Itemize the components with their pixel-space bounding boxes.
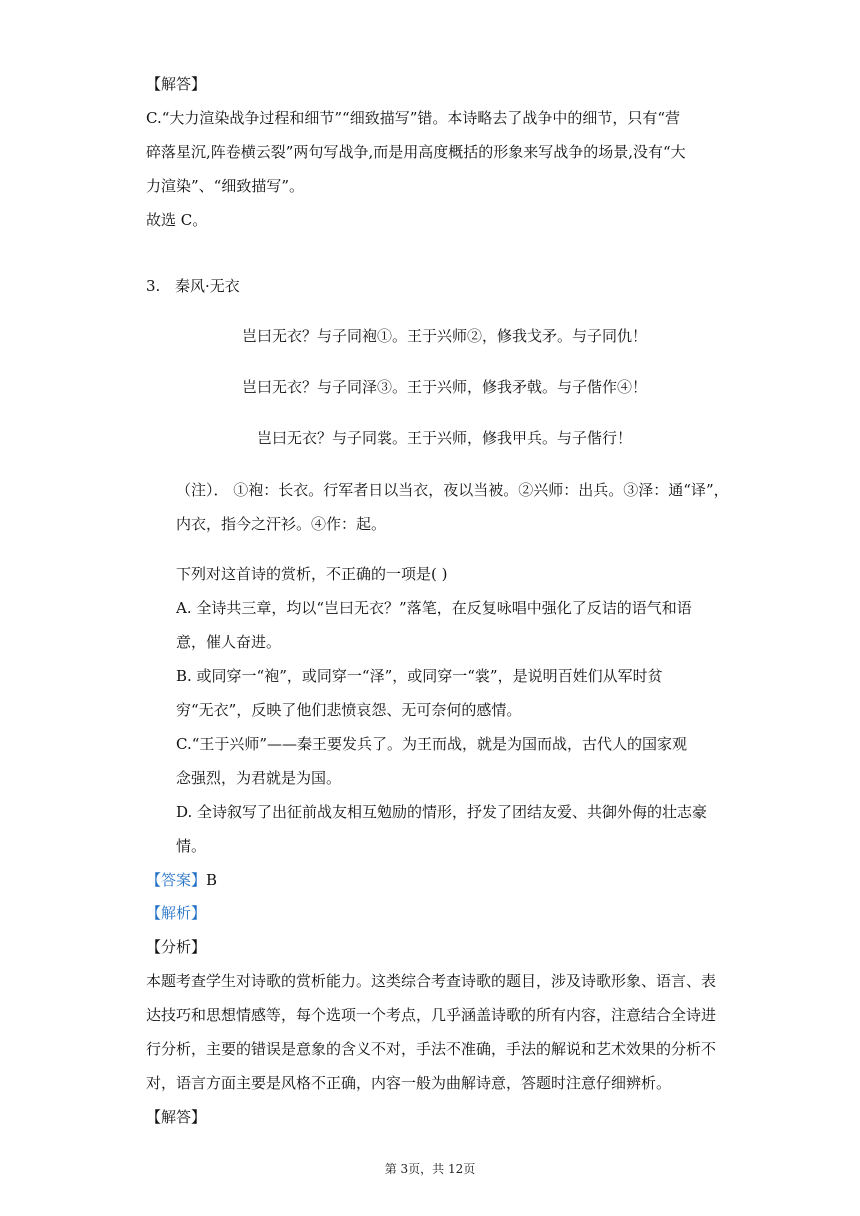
option-d-line-2: 情。 (176, 837, 207, 855)
fenxi-line-1: 本题考查学生对诗歌的赏析能力。这类综合考查诗歌的题目，涉及诗歌形象、语言、表 (146, 972, 717, 990)
option-a-line-1: A. 全诗共三章，均以“岂曰无衣？”落笔，在反复咏唱中强化了反诘的语气和语 (176, 599, 692, 617)
answer-value: B (206, 871, 218, 889)
fenxi-line-4: 对，语言方面主要是风格不正确，内容一般为曲解诗意，答题时注意仔细辨析。 (146, 1074, 672, 1092)
fenxi-line-3: 行分析，主要的错误是意象的含义不对，手法不准确，手法的解说和艺术效果的分析不 (146, 1040, 717, 1058)
solution-conclusion: 故选 C。 (146, 211, 208, 229)
question-prompt: 下列对这首诗的赏析，不正确的一项是( ) (176, 565, 448, 583)
fenxi-heading: 【分析】 (146, 938, 207, 956)
option-c-line-2: 念强烈，为君就是为国。 (176, 769, 342, 787)
solution-line-3: 力渲染”、“细致描写”。 (146, 177, 305, 195)
answer-label: 【答案】 (146, 871, 207, 889)
analysis-label: 【解析】 (146, 904, 207, 922)
option-a-line-2: 意，催人奋进。 (176, 633, 282, 651)
solution-line-1: C.“大力渲染战争过程和细节”“细致描写”错。本诗略去了战争中的细节，只有“营 (146, 109, 681, 127)
question-number: 3. (146, 277, 161, 295)
option-b-line-2: 穷“无衣”，反映了他们悲愤哀怨、无可奈何的感情。 (176, 701, 522, 719)
fenxi-line-2: 达技巧和思想情感等，每个选项一个考点，几乎涵盖诗歌的所有内容，注意结合全诗进 (146, 1006, 717, 1024)
option-b-line-1: B. 或同穿一“袍”，或同穿一“泽”，或同穿一“裳”，是说明百姓们从军时贫 (176, 667, 663, 685)
solution-heading-bottom: 【解答】 (146, 1108, 207, 1126)
notes-line-2: 内衣，指今之汗衫。④作：起。 (176, 515, 387, 533)
poem-title: 秦风·无衣 (175, 277, 240, 295)
poem-stanza-2: 岂曰无衣？与子同泽③。王于兴师，修我矛戟。与子偕作④！ (242, 378, 648, 396)
solution-line-2: 碎落星沉,阵卷横云裂”两句写战争,而是用高度概括的形象来写战争的场景,没有“大 (146, 143, 686, 161)
page-footer: 第 3页，共 12页 (384, 1162, 476, 1176)
notes-line-1: （注）． ①袍：长衣。行军者日以当衣，夜以当被。②兴师：出兵。③泽：通“译”， (176, 481, 729, 499)
answer-row (146, 870, 217, 890)
option-d-line-1: D. 全诗叙写了出征前战友相互勉励的情形，抒发了团结友爱、共御外侮的壮志豪 (176, 803, 708, 821)
poem-stanza-3: 岂曰无衣？与子同裳。王于兴师，修我甲兵。与子偕行！ (257, 429, 633, 447)
option-c-line-1: C.“王于兴师”——秦王要发兵了。为王而战，就是为国而战，古代人的国家观 (176, 735, 688, 753)
solution-heading: 【解答】 (146, 75, 207, 93)
poem-stanza-1: 岂曰无衣？与子同袍①。王于兴师②，修我戈矛。与子同仇！ (242, 327, 648, 345)
